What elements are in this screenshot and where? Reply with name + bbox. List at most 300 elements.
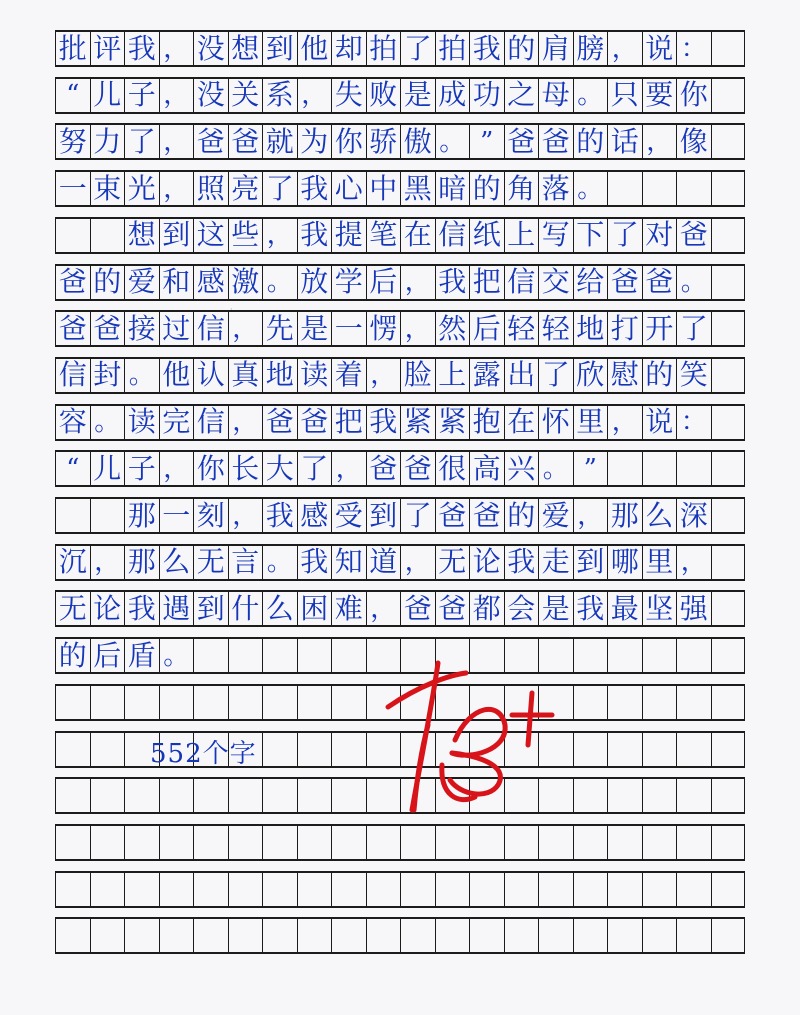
- grid-cell: [90, 733, 125, 766]
- grid-cell: [262, 873, 297, 906]
- grid-cell: 里: [642, 546, 677, 579]
- grid-cell: [400, 873, 435, 906]
- grid-cell: 激: [228, 266, 263, 299]
- grid-row: [55, 170, 745, 207]
- grid-cell: [262, 779, 297, 812]
- grid-cell: [711, 499, 746, 532]
- grid-cell: [573, 826, 608, 859]
- grid-cell: 的: [90, 266, 125, 299]
- grid-cell: ，: [366, 359, 401, 392]
- grid-cell: 心: [331, 172, 366, 205]
- grid-cell: 和: [159, 266, 194, 299]
- grid-cell: 爸: [400, 452, 435, 485]
- grid-cell: 傲: [400, 125, 435, 158]
- grid-cell: [642, 686, 677, 719]
- grid-cell: 一: [159, 499, 194, 532]
- grid-cell: 写: [538, 219, 573, 252]
- grid-row: [55, 917, 745, 954]
- grid-cell: ，: [400, 312, 435, 345]
- grid-cell: 的: [469, 172, 504, 205]
- grid-cell: 笑: [676, 359, 711, 392]
- grid-cell: [297, 873, 332, 906]
- grid-cell: 那: [124, 499, 159, 532]
- grid-cell: ，: [331, 452, 366, 485]
- grid-cell: 束: [90, 172, 125, 205]
- grid-cell: 亮: [228, 172, 263, 205]
- grid-cell: [711, 592, 746, 625]
- grid-cell: [193, 686, 228, 719]
- grid-cell: [711, 733, 746, 766]
- grid-cell: ，: [642, 125, 677, 158]
- grid-cell: [55, 919, 90, 952]
- grid-cell: 先: [262, 312, 297, 345]
- grid-row: [55, 264, 745, 301]
- grid-cell: 之: [504, 79, 539, 112]
- grid-cell: [642, 733, 677, 766]
- grid-cell: 爸: [228, 125, 263, 158]
- grid-row: [55, 30, 745, 67]
- grid-cell: [159, 873, 194, 906]
- grid-cell: [331, 826, 366, 859]
- grid-cell: 封: [90, 359, 125, 392]
- grid-cell: [55, 779, 90, 812]
- grid-cell: 光: [124, 172, 159, 205]
- grid-cell: [711, 79, 746, 112]
- grid-cell: [193, 779, 228, 812]
- grid-cell: 么: [262, 592, 297, 625]
- grid-cell: 露: [469, 359, 504, 392]
- grid-cell: [469, 826, 504, 859]
- grid-cell: [607, 826, 642, 859]
- grid-cell: [193, 639, 228, 672]
- grid-cell: 一: [331, 312, 366, 345]
- grid-cell: [607, 639, 642, 672]
- grid-cell: 骄: [366, 125, 401, 158]
- grid-cell: 地: [573, 312, 608, 345]
- grid-cell: 会: [504, 592, 539, 625]
- grid-cell: [676, 452, 711, 485]
- grid-cell: [642, 919, 677, 952]
- grid-cell: [676, 826, 711, 859]
- grid-cell: 我: [573, 592, 608, 625]
- grid-cell: 。: [159, 639, 194, 672]
- grid-cell: 子: [124, 79, 159, 112]
- grid-cell: [538, 826, 573, 859]
- grid-cell: [435, 873, 470, 906]
- grid-cell: ，: [228, 312, 263, 345]
- grid-cell: 爱: [538, 499, 573, 532]
- grid-cell: [366, 826, 401, 859]
- grid-cell: [573, 733, 608, 766]
- grid-cell: 角: [504, 172, 539, 205]
- grid-cell: 最: [607, 592, 642, 625]
- grid-cell: 黑: [400, 172, 435, 205]
- grid-cell: 过: [159, 312, 194, 345]
- grid-cell: 很: [435, 452, 470, 485]
- grid-cell: [262, 686, 297, 719]
- grid-cell: [711, 779, 746, 812]
- grid-cell: 到: [366, 499, 401, 532]
- grid-cell: [676, 779, 711, 812]
- grid-cell: [159, 779, 194, 812]
- grid-cell: 就: [262, 125, 297, 158]
- grid-cell: 论: [469, 546, 504, 579]
- grid-cell: 对: [642, 219, 677, 252]
- grid-cell: 那: [124, 546, 159, 579]
- grid-cell: 爸: [297, 406, 332, 439]
- grid-cell: 肩: [538, 32, 573, 65]
- grid-row: [55, 404, 745, 441]
- grid-cell: ”: [469, 125, 504, 158]
- grid-cell: 走: [538, 546, 573, 579]
- grid-cell: 拍: [366, 32, 401, 65]
- grid-cell: 什: [228, 592, 263, 625]
- grid-cell: [711, 639, 746, 672]
- grid-cell: 力: [90, 125, 125, 158]
- grid-row: [55, 497, 745, 534]
- grid-cell: [504, 826, 539, 859]
- grid-cell: [711, 125, 746, 158]
- grid-cell: [297, 919, 332, 952]
- grid-cell: 爸: [435, 592, 470, 625]
- grid-cell: 说: [642, 32, 677, 65]
- grid-cell: 儿: [90, 79, 125, 112]
- grid-cell: 后: [469, 312, 504, 345]
- grid-cell: ，: [228, 406, 263, 439]
- grid-cell: [262, 826, 297, 859]
- grid-cell: [573, 919, 608, 952]
- grid-cell: [538, 919, 573, 952]
- grid-cell: 爸: [435, 499, 470, 532]
- grid-cell: 我: [124, 32, 159, 65]
- grid-cell: [711, 406, 746, 439]
- grid-cell: ，: [366, 592, 401, 625]
- grid-cell: 拍: [435, 32, 470, 65]
- grid-cell: 强: [676, 592, 711, 625]
- grid-cell: 爸: [642, 266, 677, 299]
- grid-cell: 话: [607, 125, 642, 158]
- grid-cell: 兴: [504, 452, 539, 485]
- writing-grid: [55, 30, 745, 970]
- grid-cell: [400, 919, 435, 952]
- grid-cell: 刻: [193, 499, 228, 532]
- grid-cell: [124, 686, 159, 719]
- grid-cell: 着: [331, 359, 366, 392]
- grid-cell: ，: [607, 32, 642, 65]
- grid-cell: 关: [228, 79, 263, 112]
- grid-cell: 道: [366, 546, 401, 579]
- grid-cell: 轻: [538, 312, 573, 345]
- grid-cell: [504, 919, 539, 952]
- grid-cell: 然: [435, 312, 470, 345]
- grid-cell: [366, 919, 401, 952]
- grid-cell: [711, 826, 746, 859]
- grid-cell: [676, 873, 711, 906]
- grid-cell: [159, 826, 194, 859]
- grid-cell: 怀: [538, 406, 573, 439]
- grid-cell: 爸: [469, 499, 504, 532]
- grid-cell: 我: [297, 546, 332, 579]
- grid-cell: 高: [469, 452, 504, 485]
- grid-cell: 抱: [469, 406, 504, 439]
- grid-cell: 子: [124, 452, 159, 485]
- grid-cell: 上: [435, 359, 470, 392]
- grid-cell: [297, 639, 332, 672]
- grid-cell: 把: [331, 406, 366, 439]
- grid-cell: [711, 312, 746, 345]
- grid-cell: 爸: [262, 406, 297, 439]
- grid-cell: [642, 779, 677, 812]
- grid-cell: 。: [435, 125, 470, 158]
- grid-cell: 膀: [573, 32, 608, 65]
- grid-cell: [607, 733, 642, 766]
- grid-cell: [55, 219, 90, 252]
- grid-cell: 哪: [607, 546, 642, 579]
- grid-cell: 我: [297, 219, 332, 252]
- grid-cell: [711, 686, 746, 719]
- grid-cell: ，: [159, 172, 194, 205]
- grid-cell: 么: [159, 546, 194, 579]
- grid-cell: 读: [124, 406, 159, 439]
- grid-cell: 慰: [607, 359, 642, 392]
- grid-cell: 的: [642, 359, 677, 392]
- grid-cell: 的: [55, 639, 90, 672]
- grid-cell: [435, 826, 470, 859]
- grid-cell: 坚: [642, 592, 677, 625]
- grid-cell: [711, 172, 746, 205]
- grid-cell: 爸: [366, 452, 401, 485]
- grid-cell: 出: [504, 359, 539, 392]
- grid-cell: 信: [504, 266, 539, 299]
- grid-cell: 儿: [90, 452, 125, 485]
- grid-row: [55, 123, 745, 160]
- grid-cell: [538, 873, 573, 906]
- grid-cell: 盾: [124, 639, 159, 672]
- grid-cell: 信: [193, 406, 228, 439]
- grid-cell: [331, 686, 366, 719]
- grid-cell: [228, 686, 263, 719]
- grid-cell: 努: [55, 125, 90, 158]
- grid-cell: [297, 779, 332, 812]
- grid-cell: 深: [676, 499, 711, 532]
- grid-cell: 我: [366, 406, 401, 439]
- grid-cell: 给: [573, 266, 608, 299]
- grid-cell: 愣: [366, 312, 401, 345]
- grid-cell: 受: [331, 499, 366, 532]
- grid-cell: 爸: [55, 266, 90, 299]
- grid-cell: 批: [55, 32, 90, 65]
- grid-cell: [193, 919, 228, 952]
- grid-cell: [676, 639, 711, 672]
- grid-cell: 纸: [469, 219, 504, 252]
- grid-cell: 。: [90, 406, 125, 439]
- grid-cell: 成: [435, 79, 470, 112]
- grid-row: [55, 544, 745, 581]
- grid-cell: 些: [228, 219, 263, 252]
- grid-cell: 长: [228, 452, 263, 485]
- grid-cell: [90, 919, 125, 952]
- grid-cell: [642, 452, 677, 485]
- grid-cell: [228, 779, 263, 812]
- grid-cell: [297, 826, 332, 859]
- grid-cell: 下: [573, 219, 608, 252]
- grid-cell: 没: [193, 79, 228, 112]
- grid-cell: [90, 826, 125, 859]
- grid-cell: 轻: [504, 312, 539, 345]
- grid-cell: 欣: [573, 359, 608, 392]
- grid-cell: [469, 873, 504, 906]
- grid-cell: ，: [400, 546, 435, 579]
- grid-cell: [573, 639, 608, 672]
- grid-cell: 是: [400, 79, 435, 112]
- grid-row: [55, 450, 745, 487]
- grid-cell: 笔: [366, 219, 401, 252]
- grid-cell: 感: [193, 266, 228, 299]
- grid-cell: 紧: [435, 406, 470, 439]
- grid-cell: [642, 873, 677, 906]
- grid-cell: [711, 32, 746, 65]
- grid-cell: 了: [676, 312, 711, 345]
- grid-cell: ，: [573, 499, 608, 532]
- grid-cell: 像: [676, 125, 711, 158]
- grid-cell: 么: [642, 499, 677, 532]
- grid-cell: 信: [193, 312, 228, 345]
- grid-cell: [607, 919, 642, 952]
- grid-cell: [124, 873, 159, 906]
- grid-cell: [124, 779, 159, 812]
- grid-row: [55, 871, 745, 908]
- grid-cell: 交: [538, 266, 573, 299]
- grid-cell: 到: [262, 32, 297, 65]
- grid-cell: 在: [504, 406, 539, 439]
- grid-cell: 了: [124, 125, 159, 158]
- grid-cell: ：: [676, 32, 711, 65]
- grid-cell: [607, 779, 642, 812]
- grid-cell: [400, 826, 435, 859]
- grid-cell: [228, 919, 263, 952]
- grid-cell: 爸: [676, 219, 711, 252]
- grid-cell: 你: [193, 452, 228, 485]
- grid-cell: [124, 919, 159, 952]
- grid-cell: 爸: [90, 312, 125, 345]
- grid-cell: [331, 919, 366, 952]
- grid-cell: [711, 873, 746, 906]
- grid-cell: 为: [297, 125, 332, 158]
- grid-cell: 信: [435, 219, 470, 252]
- grid-cell: 了: [297, 452, 332, 485]
- grid-cell: [228, 873, 263, 906]
- grid-cell: [55, 826, 90, 859]
- grid-cell: 他: [159, 359, 194, 392]
- grid-cell: [366, 873, 401, 906]
- grid-cell: ，: [262, 219, 297, 252]
- grid-cell: 了: [400, 32, 435, 65]
- grid-cell: 爸: [55, 312, 90, 345]
- grid-cell: [504, 873, 539, 906]
- grid-cell: 里: [573, 406, 608, 439]
- grid-cell: 到: [573, 546, 608, 579]
- grid-cell: ，: [90, 546, 125, 579]
- teacher-grade-mark: [380, 645, 560, 825]
- grid-row: [55, 310, 745, 347]
- grid-cell: [469, 919, 504, 952]
- grid-cell: 母: [538, 79, 573, 112]
- grid-cell: 我: [469, 32, 504, 65]
- grid-cell: 。: [124, 359, 159, 392]
- grid-cell: 后: [366, 266, 401, 299]
- grid-cell: 沉: [55, 546, 90, 579]
- grid-cell: ，: [400, 266, 435, 299]
- grid-cell: 暗: [435, 172, 470, 205]
- grid-cell: 的: [573, 125, 608, 158]
- grid-cell: [55, 733, 90, 766]
- grid-cell: 落: [538, 172, 573, 205]
- grid-cell: 爸: [400, 592, 435, 625]
- grid-cell: [55, 499, 90, 532]
- grid-cell: [55, 873, 90, 906]
- grid-cell: 爸: [504, 125, 539, 158]
- grid-cell: 我: [504, 546, 539, 579]
- grid-cell: ，: [228, 499, 263, 532]
- grid-cell: ：: [676, 406, 711, 439]
- grid-cell: 爱: [124, 266, 159, 299]
- grid-cell: 大: [262, 452, 297, 485]
- grid-cell: 了: [400, 499, 435, 532]
- grid-cell: [90, 873, 125, 906]
- grid-cell: ，: [607, 406, 642, 439]
- grid-cell: 败: [366, 79, 401, 112]
- grid-cell: ，: [297, 79, 332, 112]
- grid-cell: 我: [124, 592, 159, 625]
- grid-cell: 。: [262, 266, 297, 299]
- grid-cell: [159, 919, 194, 952]
- grid-cell: 打: [607, 312, 642, 345]
- grid-cell: 你: [331, 125, 366, 158]
- grid-cell: 到: [159, 219, 194, 252]
- grid-cell: [159, 686, 194, 719]
- grid-cell: [711, 266, 746, 299]
- grid-cell: ，: [159, 125, 194, 158]
- grid-cell: [90, 499, 125, 532]
- grid-cell: [642, 826, 677, 859]
- grid-cell: [331, 733, 366, 766]
- grid-cell: 到: [193, 592, 228, 625]
- grid-cell: “: [55, 452, 90, 485]
- grid-cell: 把: [469, 266, 504, 299]
- grid-cell: [573, 873, 608, 906]
- grid-cell: 。: [538, 452, 573, 485]
- grid-cell: 说: [642, 406, 677, 439]
- grid-cell: ，: [159, 32, 194, 65]
- grid-cell: 失: [331, 79, 366, 112]
- grid-row: [55, 357, 745, 394]
- grid-cell: 信: [55, 359, 90, 392]
- grid-cell: [711, 452, 746, 485]
- grid-cell: 评: [90, 32, 125, 65]
- grid-cell: [262, 733, 297, 766]
- grid-cell: [607, 172, 642, 205]
- grid-cell: 后: [90, 639, 125, 672]
- grid-cell: 了: [262, 172, 297, 205]
- grid-cell: [676, 733, 711, 766]
- grid-cell: [193, 873, 228, 906]
- grid-cell: [607, 452, 642, 485]
- grid-cell: 感: [297, 499, 332, 532]
- grid-cell: [55, 686, 90, 719]
- grid-cell: [331, 639, 366, 672]
- grid-cell: 你: [676, 79, 711, 112]
- grid-cell: 却: [331, 32, 366, 65]
